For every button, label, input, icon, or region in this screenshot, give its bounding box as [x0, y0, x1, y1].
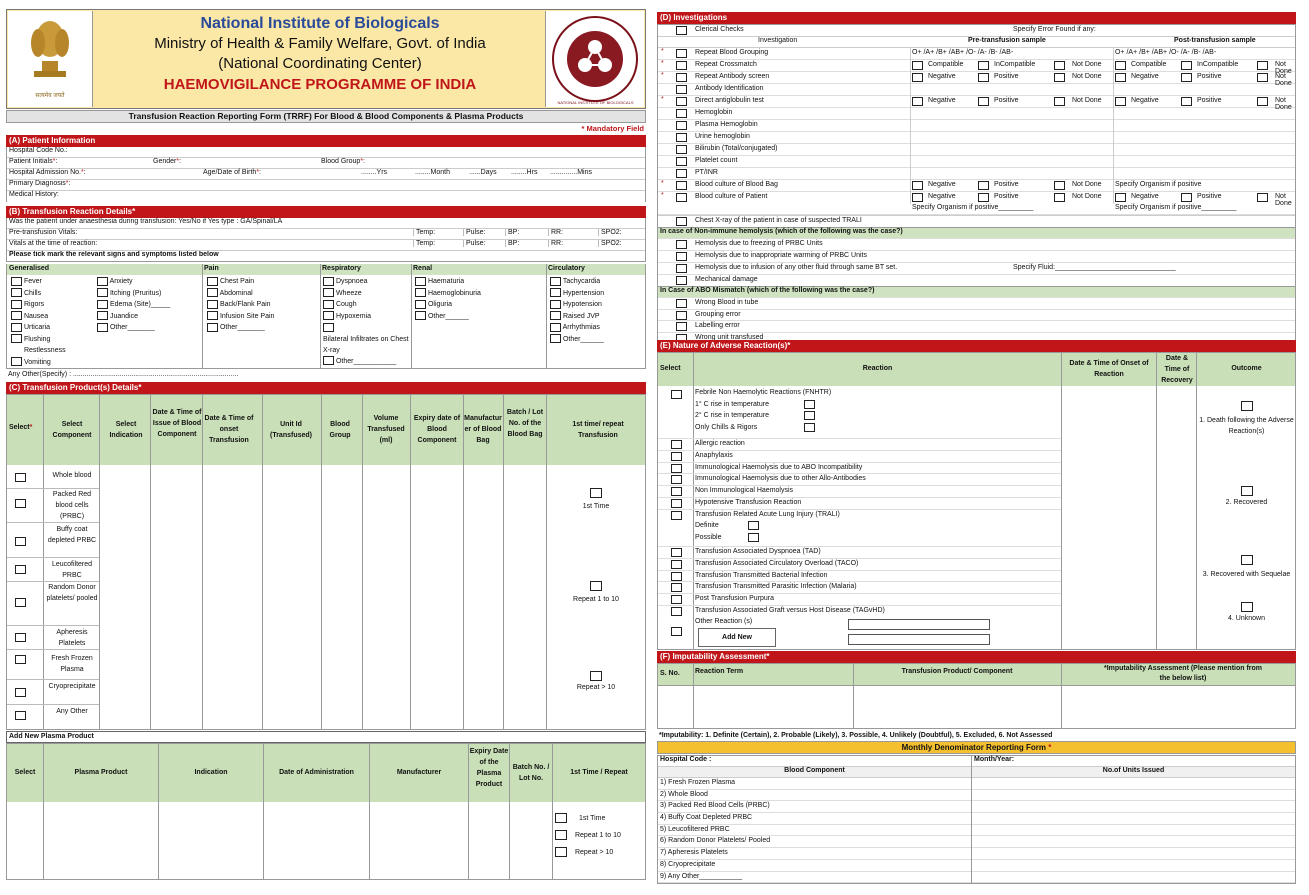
col-volume: Volume Transfused (ml)	[367, 415, 405, 444]
monthly-row[interactable]: 5) Leucofiltered PRBC	[658, 825, 1295, 837]
month-label: ........Month	[415, 169, 451, 176]
nonimmune-row[interactable]: Mechanical damage	[658, 274, 1295, 286]
pain-item[interactable]: Abdominal	[207, 288, 274, 300]
cat-renal: Renal	[413, 265, 433, 272]
any-other-field[interactable]: Any Other(Specify) : .....................................................................................	[8, 371, 239, 378]
monthly-row[interactable]: 7) Apheresis Platelets	[658, 848, 1295, 860]
adverse-row[interactable]: Immunological Haemolysis due to other Allo-Antibodies	[658, 473, 1061, 485]
adverse-table: Select Reaction Date & Time of Onset of Reaction Date & Time of Recovery Outcome Febrile Non Haemolytic Reactions (FNHTR) 1° C rise in temperature 2° C rise in temperature Only Chills & Rigors Allergic reaction Anaphylaxis Immunological Haemolysis due to ABO Incompatibility Immunological Haemolysis due to other Allo-Antibodies Non Immunological Haemolysis Hypotensive Transfusion Reaction Transfusion Related Acute Lung Injury (TRALI) Definite Possible Transfusion Associated Dyspnoea (TAD) Transfusion Associated Circulatory Overload (TACO) Transfusion Transmitted Bacterial Infection Transfusion Transmitted Parasitic Infection (Malaria) Post Transfusion Purpura Transfusion Associated Graft versus Host Disease (TAGvHD) Other Reaction (s) Add New 1. Death following the Adverse Reaction(s) 2. Recovered 3. Recovered with Sequelae 4. Unknown	[657, 352, 1296, 650]
adverse-row[interactable]: Immunological Haemolysis due to ABO Incompatibility	[658, 462, 1061, 474]
renal-item[interactable]: Oliguria	[415, 299, 481, 311]
form-title: Transfusion Reaction Reporting Form (TRRF) For Blood & Blood Components & Plasma Products	[6, 110, 646, 123]
investigation-row[interactable]: * Blood culture of Patient Negative Positive Not Done Negative Positive Not Done Specify Organism if positive_________ Specify Organism if positive_________	[658, 192, 1295, 215]
mins-label: ..............Mins	[550, 169, 593, 176]
gen-item[interactable]: Rigors	[11, 299, 66, 311]
symptoms-grid	[6, 264, 646, 369]
ministry-title: Ministry of Health & Family Welfare, Govt. of India	[154, 35, 486, 52]
col-unit-id: Unit Id (Transfused)	[269, 421, 312, 439]
section-c-bar: (C) Transfusion Product(s) Details*	[6, 382, 646, 394]
pain-item[interactable]: Chest Pain	[207, 276, 274, 288]
bilateral-infiltrates[interactable]: Bilateral Infiltrates on Chest X-ray	[323, 335, 409, 354]
nonimmune-header: In case of Non-immune hemolysis (which of the following was the case?)	[658, 227, 1295, 238]
gen-item[interactable]: Urticaria	[11, 322, 66, 334]
plasma-repeat-over-10[interactable]: Repeat > 10	[555, 844, 621, 861]
section-e-bar: (E) Nature of Adverse Reaction(s)*	[657, 340, 1296, 352]
component-list	[7, 467, 99, 725]
cat-generalised: Generalised	[9, 265, 50, 272]
investigation-row[interactable]: * Repeat Antibody screen Negative Positive Not Done Negative Positive Not Done	[658, 72, 1295, 84]
plasma-col-expiry: Expiry Date of the Plasma Product	[469, 748, 509, 788]
repeat-first[interactable]: 1st Time	[547, 488, 645, 510]
monthly-row[interactable]: 2) Whole Blood	[658, 790, 1295, 802]
adv-col-recovery: Date & Time of Recovery	[1161, 355, 1193, 384]
institute-title: National Institute of Biologicals	[200, 15, 440, 32]
gen2-item[interactable]: Itching (Pruritus)	[97, 288, 170, 300]
section-b-bar: (B) Transfusion Reaction Details*	[6, 206, 646, 218]
plasma-col-select: Select	[14, 769, 36, 776]
nonimmune-row[interactable]: Hemolysis due to inappropriate warming of PRBC Units	[658, 250, 1295, 262]
age-field[interactable]: Age/Date of Birth*:	[203, 169, 261, 176]
col-batch: Batch / Lot No. of the Blood Bag	[506, 409, 544, 438]
gen2-item[interactable]: Anxiety	[97, 276, 170, 288]
programme-title: HAEMOVIGILANCE PROGRAMME OF INDIA	[163, 76, 477, 93]
plasma-bar: Add New Plasma Product	[6, 731, 646, 743]
inv-rows	[658, 48, 1295, 215]
monthly-col-component: Blood Component	[784, 767, 845, 774]
cat-circulatory: Circulatory	[548, 265, 585, 272]
hospital-code-field[interactable]: Hospital Code No.:	[7, 147, 645, 158]
section-d-bar: (D) Investigations	[657, 12, 1296, 24]
inv-header: Investigation Pre-transfusion sample Post-transfusion sample	[658, 37, 1295, 48]
chest-xray-row[interactable]: Chest X-ray of the patient in case of suspected TRALI	[658, 215, 1295, 227]
adverse-row[interactable]: Transfusion Associated Circulatory Overload (TACO)	[658, 558, 1061, 570]
renal-item[interactable]: Haemoglobinuria	[415, 288, 481, 300]
component-row[interactable]: Cryoprecipitate	[7, 680, 99, 705]
resp-item[interactable]: Cough	[323, 299, 409, 311]
component-row[interactable]: Fresh Frozen Plasma	[7, 650, 99, 680]
monthly-rows	[658, 778, 1295, 883]
pain-item[interactable]: Back/Flank Pain	[207, 299, 274, 311]
plasma-col-indication: Indication	[194, 769, 228, 776]
outcome-unknown[interactable]: 4. Unknown	[1198, 602, 1295, 622]
abo-header: In Case of ABO Mismatch (which of the following was the case?)	[658, 286, 1295, 297]
investigation-row[interactable]: Hemoglobin	[658, 108, 1295, 120]
plasma-repeat-first[interactable]: 1st Time	[555, 810, 621, 827]
pain-item[interactable]: Other_______	[207, 322, 274, 334]
resp-item[interactable]	[323, 322, 409, 334]
imp-col-product: Transfusion Product/ Component	[901, 668, 1013, 675]
investigation-row[interactable]: Plasma Hemoglobin	[658, 120, 1295, 132]
diagnosis-field[interactable]: Primary Diagnosis*:	[7, 180, 645, 191]
component-row[interactable]: Whole blood	[7, 467, 99, 489]
adverse-row[interactable]: Hypotensive Transfusion Reaction	[658, 497, 1061, 509]
imp-col-term: Reaction Term	[695, 668, 744, 675]
circ-item[interactable]: Arrhythmias	[550, 322, 604, 334]
gen2-item[interactable]: Edema (Site)_____	[97, 299, 170, 311]
adverse-row[interactable]: Non Immunological Haemolysis	[658, 485, 1061, 497]
mandatory-note: * Mandatory Field	[581, 124, 644, 133]
other-reaction-input-2[interactable]	[848, 634, 990, 645]
plasma-col-batch: Batch No. / Lot No.	[512, 764, 550, 782]
days-label: ......Days	[469, 169, 497, 176]
component-row[interactable]: Random Donor platelets/ pooled	[7, 582, 99, 626]
plasma-col-date: Date of Administration	[279, 769, 354, 776]
col-select: Select*	[9, 424, 33, 431]
investigation-row[interactable]: Urine hemoglobin	[658, 132, 1295, 144]
outcome-sequelae[interactable]: 3. Recovered with Sequelae	[1198, 555, 1295, 580]
add-new-button[interactable]: Add New	[698, 628, 776, 647]
blood-group-field[interactable]: Blood Group*:	[321, 158, 365, 165]
gen-item[interactable]: Nausea	[11, 311, 66, 323]
trali-definite[interactable]: Definite	[695, 522, 719, 529]
nonimmune-rows	[658, 238, 1295, 286]
hrs-label: ........Hrs	[511, 169, 538, 176]
repeat-1-10[interactable]: Repeat 1 to 10	[547, 581, 645, 603]
component-row[interactable]: Buffy coat depleted PRBC	[7, 523, 99, 558]
pain-item[interactable]: Infusion Site Pain	[207, 311, 274, 323]
adverse-row[interactable]: Allergic reaction	[658, 438, 1061, 450]
circ-item[interactable]: Hypotension	[550, 299, 604, 311]
col-blood-group: Blood Group	[329, 421, 351, 439]
investigation-row[interactable]: Bilirubin (Total/conjugated)	[658, 144, 1295, 156]
section-f-bar: (F) Imputability Assessment*	[657, 651, 1296, 663]
repeat-over-10[interactable]: Repeat > 10	[547, 671, 645, 691]
emblem-text: सत्यमेव जयते	[35, 93, 65, 99]
adv-col-outcome: Outcome	[1231, 365, 1262, 372]
col-repeat: 1st time/ repeat Transfusion	[572, 421, 624, 439]
component-row[interactable]: Packed Red blood cells (PRBC)	[7, 489, 99, 523]
component-row[interactable]: Apheresis Platelets	[7, 626, 99, 650]
monthly-row[interactable]: 6) Random Donor Platelets/ Pooled	[658, 836, 1295, 848]
gender-field[interactable]: Gender*:	[153, 158, 182, 165]
monthly-row[interactable]: 3) Packed Red Blood Cells (PRBC)	[658, 801, 1295, 813]
adverse-row[interactable]: Anaphylaxis	[658, 450, 1061, 462]
col-manufacturer: Manufacturer of Blood Bag	[464, 415, 502, 444]
history-field[interactable]: Medical History:	[9, 191, 59, 198]
col-issue-date: Date & Time of Issue of Blood Component	[152, 409, 202, 438]
plasma-table	[6, 743, 646, 880]
component-row[interactable]: Leucofiltered PRBC	[7, 558, 99, 582]
initials-field[interactable]: Patient Initials*:	[9, 158, 58, 165]
center-title: (National Coordinating Center)	[218, 55, 422, 72]
abo-row[interactable]: Wrong unit transfused	[658, 332, 1295, 344]
trali-possible[interactable]: Possible	[695, 534, 721, 541]
circ-item[interactable]: Tachycardia	[550, 276, 604, 288]
col-indication: Select Indication	[109, 421, 143, 439]
investigation-row[interactable]: * Direct antiglobulin test Negative Positive Not Done Negative Positive Not Done	[658, 96, 1295, 108]
monthly-row[interactable]: 9) Any Other___________	[658, 872, 1295, 884]
cat-respiratory: Respiratory	[322, 265, 361, 272]
renal-item[interactable]: Other______	[415, 311, 481, 323]
adverse-row[interactable]: Post Transfusion Purpura	[658, 593, 1061, 605]
adverse-row[interactable]: Transfusion Transmitted Bacterial Infection	[658, 570, 1061, 582]
products-table	[6, 394, 646, 730]
nonimmune-row[interactable]: Hemolysis due to freezing of PRBC Units	[658, 238, 1295, 250]
investigation-row[interactable]: * Blood culture of Blood Bag Negative Positive Not Done Specify Organism if positive	[658, 180, 1295, 192]
gen-item[interactable]: Chills	[11, 288, 66, 300]
anaesthesia-row: Was the patient under anaesthesia during transfusion: Yes/No if Yes type : GA/Spinal/LA	[7, 218, 645, 229]
col-expiry: Expiry date of Blood Component	[413, 415, 461, 444]
circ-item[interactable]: Other______	[550, 334, 604, 346]
col-component: Select Component	[52, 421, 92, 439]
adverse-row[interactable]: Transfusion Associated Graft versus Host Disease (TAGvHD)	[658, 605, 1061, 617]
plasma-col-repeat: 1st Time / Repeat	[570, 769, 628, 776]
imputability-table	[657, 663, 1296, 729]
adv-col-select: Select	[660, 365, 681, 372]
investigation-row[interactable]: * Repeat Blood Grouping O+ /A+ /B+ /AB+ /O- /A- /B- /AB- O+ /A+ /B+ /AB+ /O- /A- /B- /AB-	[658, 48, 1295, 60]
outcome-recovered[interactable]: 2. Recovered	[1198, 486, 1295, 506]
emblem	[8, 11, 93, 107]
other-reaction-block	[658, 617, 1061, 649]
adverse-list-2	[658, 546, 1061, 617]
resp-other[interactable]: Other___________	[323, 356, 409, 368]
investigations-table	[657, 24, 1296, 344]
gen-item[interactable]: Vomiting	[11, 357, 66, 369]
plasma-repeat-1-10[interactable]: Repeat 1 to 10	[555, 827, 621, 844]
nonimmune-row[interactable]: Hemolysis due to infusion of any other fluid through same BT set. Specify Fluid:_______________________________	[658, 262, 1295, 274]
adv-col-reaction: Reaction	[862, 365, 893, 372]
other-reaction-checkbox[interactable]	[671, 627, 682, 636]
monthly-hospital-code[interactable]: Hospital Code :	[660, 756, 712, 763]
investigation-row[interactable]: * Repeat Crossmatch Compatible InCompatible Not Done Compatible InCompatible Not Done	[658, 60, 1295, 72]
investigation-row[interactable]: Antibody Identification	[658, 84, 1295, 96]
adverse-row[interactable]: Transfusion Related Acute Lung Injury (TRALI)	[658, 509, 1061, 521]
admission-field[interactable]: Hospital Admission No.*:	[9, 169, 86, 176]
component-row[interactable]: Any Other	[7, 705, 99, 725]
monthly-row[interactable]: 4) Buffy Coat Depleted PRBC	[658, 813, 1295, 825]
other-reaction-input-1[interactable]	[848, 619, 990, 630]
outcome-death[interactable]: 1. Death following the Adverse Reaction(s)	[1198, 401, 1295, 437]
plasma-col-manufacturer: Manufacturer	[396, 769, 442, 776]
investigation-row[interactable]: Platelet count	[658, 156, 1295, 168]
abo-row[interactable]: Labelling error	[658, 320, 1295, 332]
monthly-title: Monthly Denominator Reporting Form *	[657, 741, 1296, 754]
gen-item[interactable]: Flushing	[11, 334, 66, 346]
resp-item[interactable]: Hypoxemia	[323, 311, 409, 323]
plasma-col-product: Plasma Product	[74, 769, 128, 776]
adverse-row[interactable]: Transfusion Associated Dyspnoea (TAD)	[658, 546, 1061, 558]
other-reaction-label: Other Reaction (s)	[695, 618, 753, 625]
clerical-row[interactable]: Clerical Checks Specify Error Found if any:	[658, 25, 1295, 37]
resp-item[interactable]: Wheeze	[323, 288, 409, 300]
logo-text: NATIONAL INSTITUTE OF BIOLOGICALS	[557, 100, 634, 105]
monthly-row[interactable]: 1) Fresh Frozen Plasma	[658, 778, 1295, 790]
monthly-col-units: No.of Units Issued	[971, 767, 1295, 778]
resp-item[interactable]: Dyspnoea	[323, 276, 409, 288]
abo-row[interactable]: Grouping error	[658, 309, 1295, 321]
nib-logo	[545, 11, 644, 107]
col-onset-date: Date & Time of onset Transfusion	[204, 415, 254, 444]
adverse-row[interactable]: Transfusion Transmitted Parasitic Infection (Malaria)	[658, 581, 1061, 593]
reaction-vitals-row: Vitals at the time of reaction: Temp: Pulse: BP: RR: SPO2:	[7, 240, 645, 251]
adv-col-onset: Date & Time of Onset of Reaction	[1069, 360, 1149, 378]
imp-col-sno: S. No.	[660, 670, 680, 677]
gen2-item[interactable]: Other_______	[97, 322, 170, 334]
pre-vitals-row: Pre-transfusion Vitals: Temp: Pulse: BP: RR: SPO2:	[7, 229, 645, 240]
gen2-item[interactable]: Juandice	[97, 311, 170, 323]
tick-instruction: Please tick mark the relevant signs and symptoms listed below	[7, 251, 645, 262]
abo-rows	[658, 297, 1295, 343]
imputability-legend: *Imputability: 1. Definite (Certain), 2. Probable (Likely), 3. Possible, 4. Unlikely (Doubtful), 5. Excluded, 6. Not Assessed	[659, 732, 1053, 739]
monthly-month-year[interactable]: Month/Year:	[971, 756, 1014, 767]
monthly-row[interactable]: 8) Cryoprecipitate	[658, 860, 1295, 872]
renal-item[interactable]: Haematuria	[415, 276, 481, 288]
abo-row[interactable]: Wrong Blood in tube	[658, 297, 1295, 309]
yrs-label: ........Yrs	[361, 169, 388, 176]
circ-item[interactable]: Hypertension	[550, 288, 604, 300]
cat-pain: Pain	[204, 265, 219, 272]
circ-item[interactable]: Raised JVP	[550, 311, 604, 323]
gen-item[interactable]: Restlessness	[23, 347, 66, 354]
gen-item[interactable]: Fever	[11, 276, 66, 288]
adverse-list-1	[658, 438, 1061, 521]
imp-col-assessment: *Imputability Assessment (Please mention from the below list)	[1103, 665, 1263, 682]
monthly-table	[657, 755, 1296, 884]
investigation-row[interactable]: PT/INR	[658, 168, 1295, 180]
section-a-bar: (A) Patient Information	[6, 135, 646, 147]
patient-info	[6, 147, 646, 202]
